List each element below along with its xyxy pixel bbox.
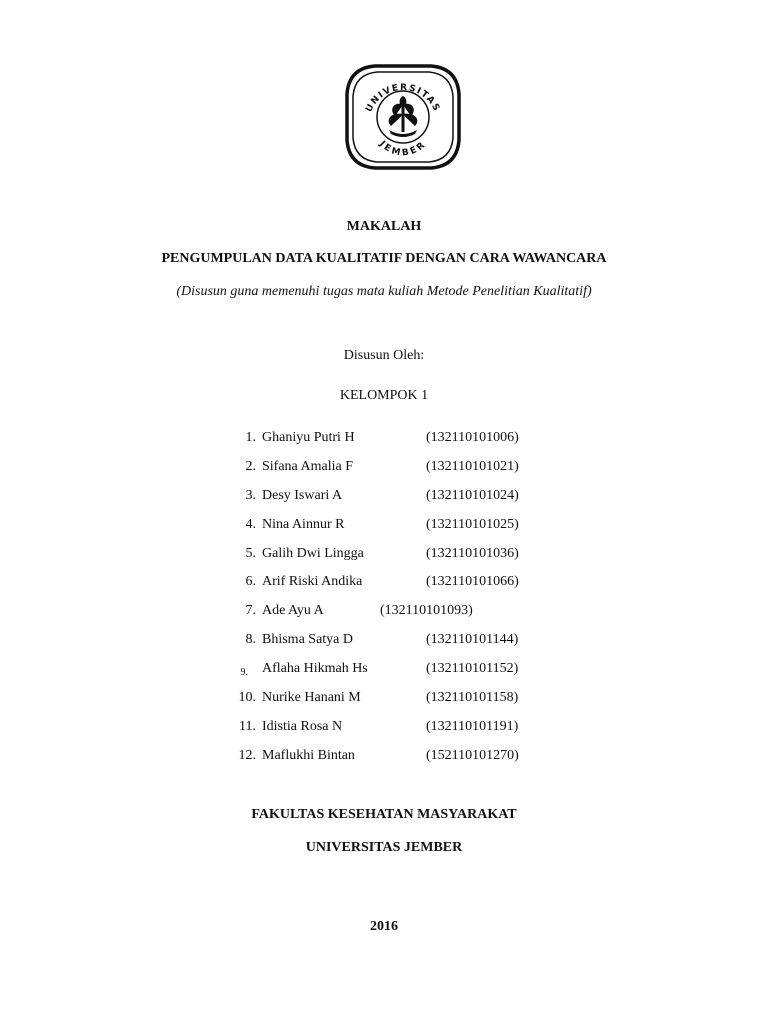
member-row bbox=[0, 600, 768, 629]
member-nim: (132110101036) bbox=[426, 545, 519, 561]
member-row bbox=[0, 485, 768, 514]
svg-text:UNIVERSITAS: UNIVERSITAS bbox=[364, 82, 442, 114]
member-nim: (152110101270) bbox=[426, 747, 519, 763]
member-nim: (132110101158) bbox=[426, 690, 519, 706]
member-name: Maflukhi Bintan bbox=[262, 747, 355, 763]
compiled-by-label: Disusun Oleh: bbox=[343, 348, 425, 363]
member-row bbox=[0, 716, 768, 745]
member-row bbox=[0, 629, 768, 658]
member-number: 3. bbox=[245, 487, 256, 503]
member-number: 11. bbox=[239, 718, 256, 734]
member-name: Ade Ayu A bbox=[262, 603, 324, 619]
member-number: 4. bbox=[245, 516, 256, 532]
faculty-name: FAKULTAS KESEHATAN MASYARAKAT bbox=[251, 807, 517, 822]
member-nim: (132110101025) bbox=[426, 516, 519, 532]
member-number: 8. bbox=[245, 632, 256, 648]
member-list bbox=[0, 427, 768, 774]
member-nim: (132110101024) bbox=[426, 487, 519, 503]
member-name: Bhisma Satya D bbox=[262, 632, 353, 648]
member-row bbox=[0, 514, 768, 543]
member-number: 12. bbox=[238, 747, 256, 763]
member-row bbox=[0, 571, 768, 600]
member-name: Aflaha Hikmah Hs bbox=[262, 661, 368, 677]
member-name: Ghaniyu Putri H bbox=[262, 430, 355, 445]
member-name: Desy Iswari A bbox=[262, 487, 343, 503]
member-number: 6. bbox=[245, 574, 256, 590]
university-jember-logo bbox=[345, 62, 461, 172]
member-name: Galih Dwi Lingga bbox=[262, 545, 364, 561]
member-nim: (132110101152) bbox=[426, 661, 519, 677]
member-number: 10. bbox=[238, 690, 256, 706]
member-name: Sifana Amalia F bbox=[262, 458, 353, 474]
member-nim: (132110101066) bbox=[426, 574, 519, 590]
document-year: 2016 bbox=[370, 919, 398, 934]
member-nim: (132110101021) bbox=[426, 458, 519, 474]
member-number: 7. bbox=[245, 603, 256, 619]
member-nim: (132110101093) bbox=[380, 603, 473, 619]
document-subtitle: PENGUMPULAN DATA KUALITATIF DENGAN CARA WAWANCARA bbox=[161, 251, 607, 266]
member-name: Arif Riski Andika bbox=[262, 574, 363, 590]
member-number: 2. bbox=[245, 458, 256, 474]
member-nim: (132110101144) bbox=[426, 632, 519, 648]
member-number: 9. bbox=[240, 667, 248, 679]
member-nim: (132110101006) bbox=[426, 430, 519, 445]
member-row bbox=[0, 687, 768, 716]
member-nim: (132110101191) bbox=[426, 718, 519, 734]
group-name: KELOMPOK 1 bbox=[339, 388, 429, 403]
member-row bbox=[0, 745, 768, 774]
member-row bbox=[0, 658, 768, 687]
member-row bbox=[0, 427, 768, 456]
member-row bbox=[0, 456, 768, 485]
member-name: Nina Ainnur R bbox=[262, 516, 345, 532]
member-number: 5. bbox=[245, 545, 256, 561]
member-name: Idistia Rosa N bbox=[262, 718, 343, 734]
document-purpose: (Disusun guna memenuhi tugas mata kuliah Metode Penelitian Kualitatif) bbox=[176, 284, 592, 299]
svg-text:JEMBER: JEMBER bbox=[377, 139, 429, 159]
university-name: UNIVERSITAS JEMBER bbox=[305, 840, 463, 855]
member-name: Nurike Hanani M bbox=[262, 690, 361, 706]
document-title: MAKALAH bbox=[346, 219, 422, 234]
member-number: 1. bbox=[245, 430, 256, 445]
member-row bbox=[0, 543, 768, 572]
